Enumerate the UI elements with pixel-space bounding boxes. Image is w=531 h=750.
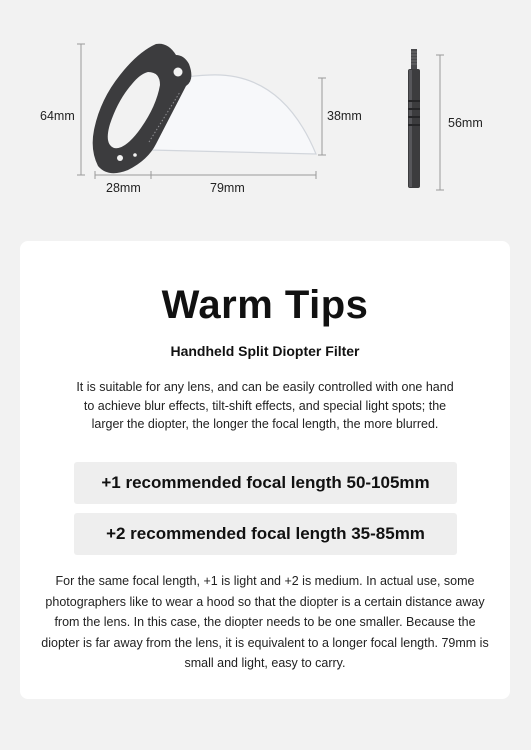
page-title: Warm Tips [161,283,369,327]
recommendation-plus-one: +1 recommended focal length 50-105mm [74,462,457,504]
dim-label-lens-width: 79mm [210,181,245,195]
dim-label-rod-length: 56mm [448,116,483,130]
handle-screw-hole [174,68,183,77]
extension-rod [408,49,420,188]
handle-mount-hole [117,155,123,161]
dim-label-height: 64mm [40,109,75,123]
dim-label-handle-width: 28mm [106,181,141,195]
dim-label-lens-height: 38mm [327,109,362,123]
handle-mount-hole-2 [133,153,137,157]
warm-tips-card [20,241,510,699]
product-diagram [0,0,531,240]
usage-paragraph: For the same focal length, +1 is light and +2 is medium. In actual use, some photographers like to wear a hood so that the diopter is a certain distance away from the lens. In this case, the diopter needs to be one smaller. Because the diopter is far away from the lens, it is equivalent to a longer focal length. 79mm is small and light, easy to carry. [41,574,489,670]
recommendation-plus-two: +2 recommended focal length 35-85mm [74,513,457,555]
intro-paragraph: It is suitable for any lens, and can be easily controlled with one hand to achieve blur effects, tilt-shift effects, and special light spots; the larger the diopter, the longer the focal length, the more blurred. [76,380,454,431]
product-subtitle: Handheld Split Diopter Filter [170,343,360,359]
